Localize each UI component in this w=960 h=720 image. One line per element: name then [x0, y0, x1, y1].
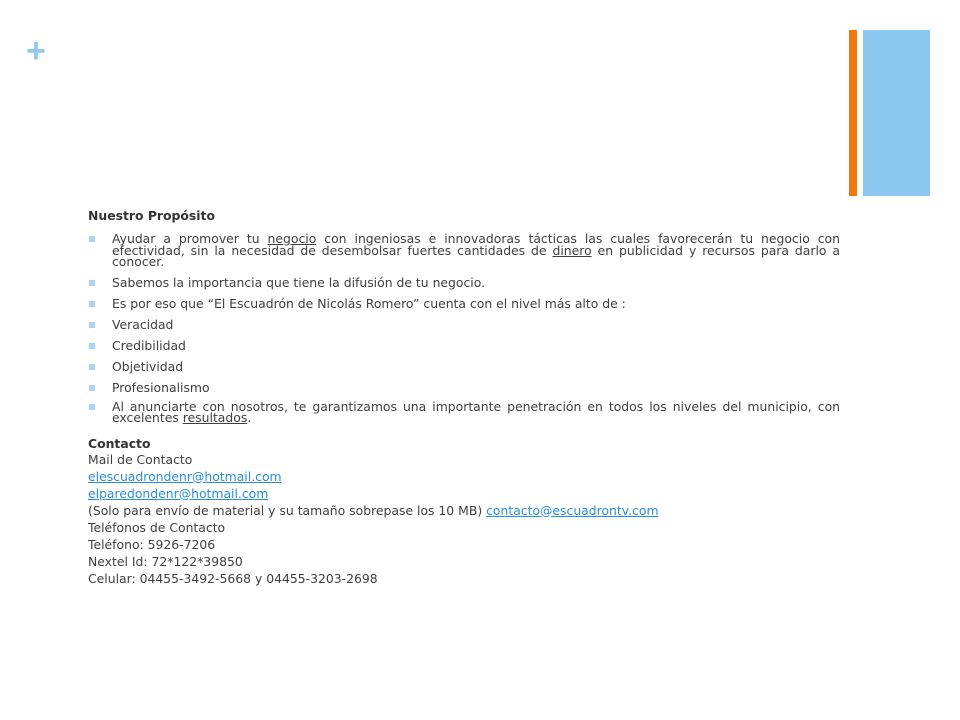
list-item: Al anunciarte con nosotros, te garantizamos una importante penetración en todos los niveles del municipio, con excelentes resultados.	[88, 401, 840, 424]
contact-section	[88, 436, 840, 587]
list-item: Es por eso que “El Escuadrón de Nicolás Romero” cuenta con el nivel más alto de :	[88, 296, 840, 311]
phone-number: Teléfono: 5926-7206	[88, 536, 216, 552]
email-link-paredon[interactable]: elparedondenr@hotmail.com	[88, 485, 269, 501]
email-link-contacto[interactable]: contacto@escuadrontv.com	[486, 502, 659, 518]
contact-heading: Contacto	[88, 435, 151, 451]
dinero-link[interactable]: dinero	[552, 242, 592, 258]
blue-accent-bar	[863, 30, 930, 196]
cell-numbers: Celular: 04455-3492-5668 y 04455-3203-2698	[88, 570, 378, 586]
orange-accent-bar	[849, 30, 857, 196]
material-note: (Solo para envío de material y su tamaño sobrepase los 10 MB) contacto@escuadrontv.com	[88, 502, 659, 518]
email-link-escuadron[interactable]: elescuadrondenr@hotmail.com	[88, 468, 282, 484]
purpose-list	[88, 233, 840, 424]
negocio-link[interactable]: negocio	[267, 231, 317, 246]
mail-label: Mail de Contacto	[88, 451, 193, 467]
phones-label: Teléfonos de Contacto	[88, 519, 226, 535]
list-item: Profesionalismo	[88, 380, 840, 395]
list-item: Ayudar a promover tu negocio con ingeniosas e innovadoras tácticas las cuales favorecerán tu negocio con efectividad, sin la necesidad de desembolsar fuertes cantidades de dinero en publicidad y recursos para darlo a conocer.	[88, 233, 840, 268]
plus-icon: +	[26, 32, 46, 70]
nextel-id: Nextel Id: 72*122*39850	[88, 553, 243, 569]
list-item: Credibilidad	[88, 338, 840, 353]
resultados-link[interactable]: resultados	[182, 410, 248, 425]
purpose-heading: Nuestro Propósito	[88, 208, 215, 223]
list-item: Objetividad	[88, 359, 840, 374]
slide-content	[88, 208, 840, 587]
list-item: Sabemos la importancia que tiene la difusión de tu negocio.	[88, 275, 840, 290]
list-item: Veracidad	[88, 317, 840, 332]
